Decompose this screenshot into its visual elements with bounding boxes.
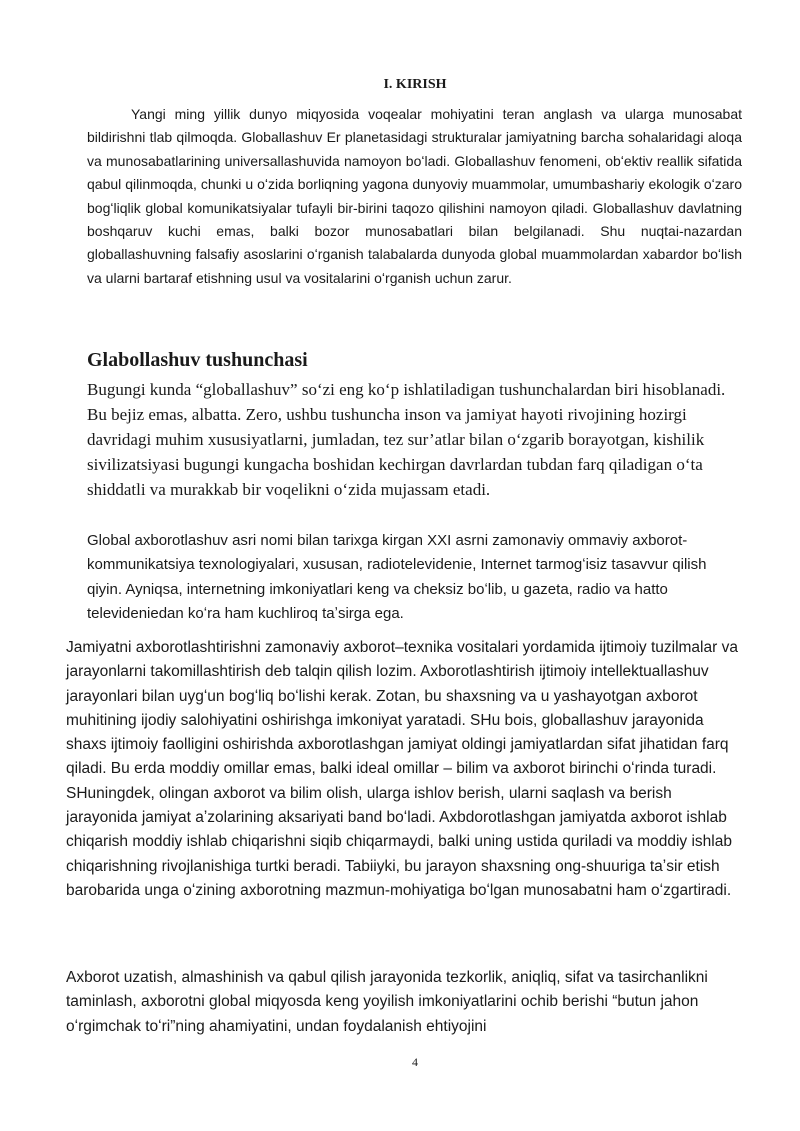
section-paragraph-1: Bugungi kunda “globallashuv” so‘zi eng ko‘p ishlatiladigan tushunchalardan biri hisoblanadi. Bu bejiz emas, albatta. Zero, ushbu tushuncha inson va jamiyat hayoti rivojining hozirgi davridagi muhim xususiyatlarni, jumladan, tez sur’atlar bilan o‘zgarib borayotgan, kishilik sivilizatsiyasi bugungi kungacha boshidan kechirgan davrlardan tubdan farq qiladigan o‘ta shiddatli va murakkab bir voqelikni o‘zida mujassam etadi. — [87, 380, 726, 499]
body-paragraph-2: Axborot uzatish, almashinish va qabul qilish jarayonida tezkorlik, aniqliq, sifat va tasirchanlikni taminlash, axborotni global miqyosda keng yoyilish imkoniyatlarini ochib berishi “butun jahon oʻrgimchak toʻri”ning ahamiyatini, undan foydalanish ehtiyojini — [66, 969, 708, 1035]
page-number: 4 — [412, 1055, 418, 1069]
section-paragraph-2: Global axborotlashuv asri nomi bilan tarixga kirgan XXI asrni zamonaviy ommaviy axborot-kommunikatsiya texnologiyalari, xususan, radiotelevidenie, Internet tarmogʻisiz tasavvur qilish qiyin. Ayniqsa, internetning imkoniyatlari keng va cheksiz boʻlib, u gazeta, radio va hatto televideniedan koʻra ham kuchliroq taʼsirga ega. — [87, 532, 707, 622]
section-title: Glabollashuv tushunchasi — [87, 349, 308, 371]
intro-paragraph: Yangi ming yillik dunyo miqyosida voqealar mohiyatini teran anglash va ularga munosabat bildirishni tlab qilmoqda. Globallashuv Er planetasidagi strukturalar jamiyatning barcha sohalaridagi aloqa va munosabatlarining universallashuvida namoyon boʻladi. Globallashuv fenomeni, obʻektiv reallik sifatida qabul qilinmoqda, chunki u oʻzida borliqning yagona dunyoviy muammolar, umumbashariy ekologik oʻzaro bogʻliqlik global komunikatsiyalar tufayli bir-birini taqozo qilishini namoyon qiladi. Globallashuv davlatning boshqaruv kuchi emas, balki bozor munosabatlari bilan belgilanadi. Shu nuqtai-nazardan globallashuvning falsafiy asoslarini oʻrganish talabalarda dunyoda global muammolardan xabardor boʻlish va ularni bartaraf etishning usul va vositalarini oʻrganish uchun zarur. — [87, 106, 742, 286]
chapter-heading: I. KIRISH — [383, 77, 447, 92]
body-paragraph-1: Jamiyatni axborotlashtirishni zamonaviy axborot–texnika vositalari yordamida ijtimoiy tuzilmalar va jarayonlarni takomillashtirish deb talqin qilish lozim. Axborotlashtirish ijtimoiy intellektuallashuv jarayonlari bilan uygʻun bogʻliq boʻlishi kerak. Zotan, bu shaxsning va u yashayotgan axborot muhitining ijodiy salohiyatini oshirishga imkoniyat yaratadi. SHu bois, globallashuv jarayonida shaxs ijtimoiy faolligini oshirishda axborotlashgan jamiyat oldingi jamiyatlardan sifat jihatidan farq qiladi. Bu erda moddiy omillar emas, balki ideal omillar – bilim va axborot birinchi oʻrinda turadi. SHuningdek, olingan axborot va bilim olish, ularga ishlov berish, ularni saqlash va berish jarayonida jamiyat aʼzolarining aksariyati band boʻladi. Axbdorotlashgan jamiyatda axborot ishlab chiqarish moddiy ishlab chiqarishni siqib chiqarmaydi, balki uning ustida quriladi va moddiy ishlab chiqarishning rivojlanishiga turtki beradi. Tabiiyki, bu jarayon shaxsning ong-shuuriga taʼsir etish barobarida unga oʻzining axborotning mazmun-mohiyatiga boʻlgan munosabatni ham oʻzgartiradi. — [66, 639, 738, 899]
